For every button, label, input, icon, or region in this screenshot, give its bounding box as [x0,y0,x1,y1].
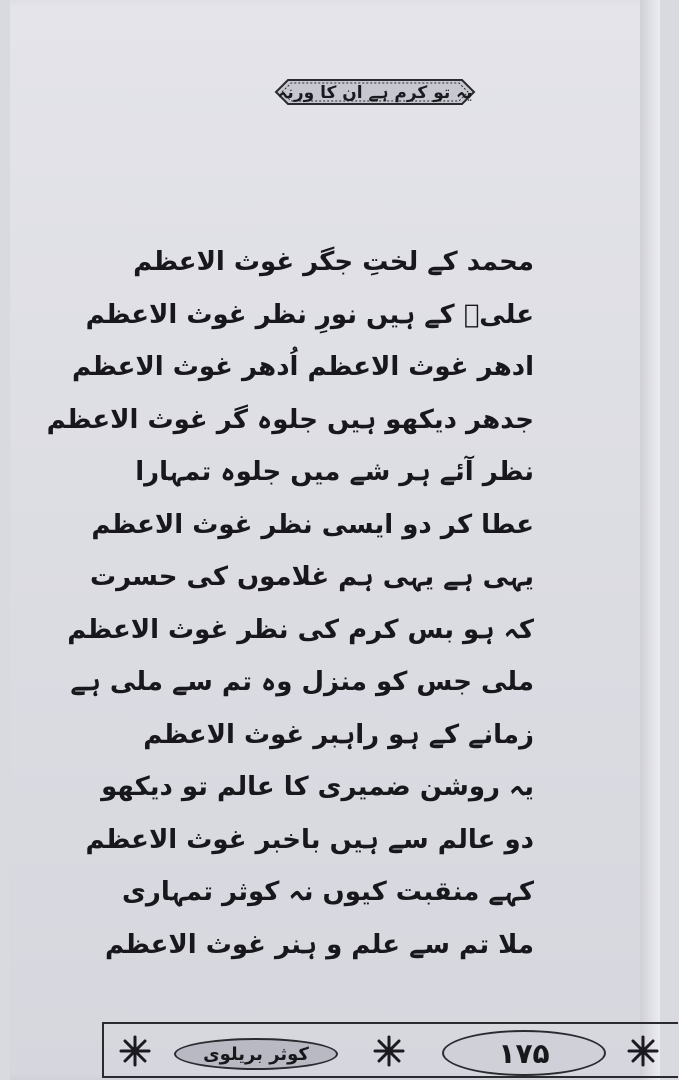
poem-line: محمد کے لختِ جگر غوث الاعظم [133,247,534,277]
poem-line: نظر آئے ہر شے میں جلوہ تمہارا [135,457,534,487]
header-title-badge [272,74,478,110]
header-title: یہ تو کرم ہے ان کا ورنہ [277,82,473,103]
asterisk-star-icon [372,1034,406,1068]
poem-line: ملی جس کو منزل وہ تم سے ملی ہے [70,667,534,697]
poem-body [46,236,534,971]
page-number-oval [442,1030,606,1076]
asterisk-star-icon [626,1034,660,1068]
poem-line: یہ روشن ضمیری کا عالم تو دیکھو [101,772,534,802]
poem-line: ملا تم سے علم و ہنر غوث الاعظم [104,929,534,960]
poem-line: زمانے کے ہو راہبر غوث الاعظم [143,719,534,750]
poem-line: دو عالم سے ہیں باخبر غوث الاعظم [85,824,534,855]
poem-line: عطا کر دو ایسی نظر غوث الاعظم [91,509,534,540]
poem-line: کہے منقبت کیوں نہ کوثر تمہاری [122,877,534,907]
page-edge [640,0,660,1080]
asterisk-star-icon [118,1034,152,1068]
poet-name: کوثر بریلوی [203,1043,309,1065]
poet-name-oval [174,1038,338,1070]
poem-line: کہ ہو بس کرم کی نظر غوث الاعظم [67,614,534,645]
page-number: ۱۷۵ [498,1036,550,1070]
poem-line: جدھر دیکھو ہیں جلوہ گر غوث الاعظم [46,404,534,435]
poem-line: علیؓ کے ہیں نورِ نظر غوث الاعظم [85,299,534,330]
poem-line: یہی ہے یہی ہم غلاموں کی حسرت [89,562,534,592]
poem-line: ادھر غوث الاعظم اُدھر غوث الاعظم [71,352,534,382]
footer-band [102,1022,679,1080]
